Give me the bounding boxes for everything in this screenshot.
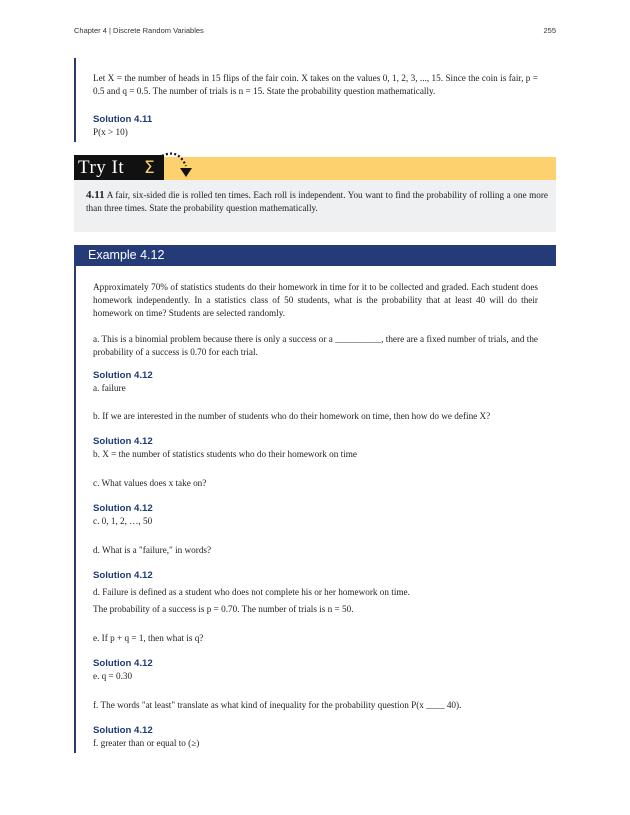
example-side-rule bbox=[74, 266, 76, 753]
solution-d-title: Solution 4.12 bbox=[93, 570, 153, 581]
question-f: f. The words "at least" translate as what kind of inequality for the probability question P(x ____ 40). bbox=[93, 700, 462, 710]
dotted-arrow-icon bbox=[158, 150, 198, 180]
solution-f: f. greater than or equal to (≥) bbox=[93, 738, 200, 748]
example-side-rule-top bbox=[74, 58, 76, 142]
intro-paragraph: Let X = the number of heads in 15 flips of the fair coin. X takes on the values 0, 1, 2, 3, ..., 15. Since the coin is fair, p = 0.5 and q = 0.5. The number of trials is n = 15. State the probability question mathematically. bbox=[93, 73, 538, 96]
question-c: c. What values does x take on? bbox=[93, 478, 207, 488]
solution-b: b. X = the number of statistics students who do their homework on time bbox=[93, 449, 357, 459]
question-d: d. What is a "failure," in words? bbox=[93, 545, 212, 555]
try-it-label: Try It bbox=[78, 157, 125, 178]
solution-c-title: Solution 4.12 bbox=[93, 503, 153, 514]
example-header-bar bbox=[74, 245, 556, 266]
question-b: b. If we are interested in the number of students who do their homework on time, then how do we define X? bbox=[93, 411, 491, 421]
solution-d-line1: d. Failure is defined as a student who does not complete his or her homework on time. bbox=[93, 587, 410, 597]
question-e: e. If p + q = 1, then what is q? bbox=[93, 633, 204, 643]
solution-a-title: Solution 4.12 bbox=[93, 370, 153, 381]
solution-e: e. q = 0.30 bbox=[93, 671, 133, 681]
solution-c: c. 0, 1, 2, …, 50 bbox=[93, 516, 153, 526]
try-it-label-box bbox=[74, 155, 164, 181]
solution-b-title: Solution 4.12 bbox=[93, 436, 153, 447]
sigma-icon: Σ bbox=[144, 158, 155, 178]
exercise-text: A fair, six-sided die is rolled ten times. Each roll is independent. You want to find the probability of rolling a one more than three times. State the probability question mathematically. bbox=[86, 190, 548, 213]
exercise-number: 4.11 bbox=[86, 189, 105, 201]
try-it-exercise bbox=[74, 180, 556, 232]
solution-f-title: Solution 4.12 bbox=[93, 725, 153, 736]
solution-4-11-title: Solution 4.11 bbox=[93, 114, 153, 125]
example-intro: Approximately 70% of statistics students do their homework in time for it to be collected and graded. Each student does homework independently. In a statistics class of 50 students, what is the probability that at least 40 will do their homework on time? Students are selected randomly. bbox=[93, 282, 538, 318]
chapter-title: Chapter 4 | Discrete Random Variables bbox=[74, 26, 204, 35]
page-number: 255 bbox=[543, 26, 556, 35]
page-header bbox=[74, 26, 556, 38]
question-a: a. This is a binomial problem because there is only a success or a __________, there are a fixed number of trials, and the probability of a success is 0.70 for each trial. bbox=[93, 334, 538, 357]
solution-d-line2: The probability of a success is p = 0.70. The number of trials is n = 50. bbox=[93, 604, 354, 614]
example-title: Example 4.12 bbox=[88, 248, 165, 262]
solution-4-11-answer: P(x > 10) bbox=[93, 127, 128, 137]
solution-e-title: Solution 4.12 bbox=[93, 658, 153, 669]
solution-a: a. failure bbox=[93, 383, 126, 393]
